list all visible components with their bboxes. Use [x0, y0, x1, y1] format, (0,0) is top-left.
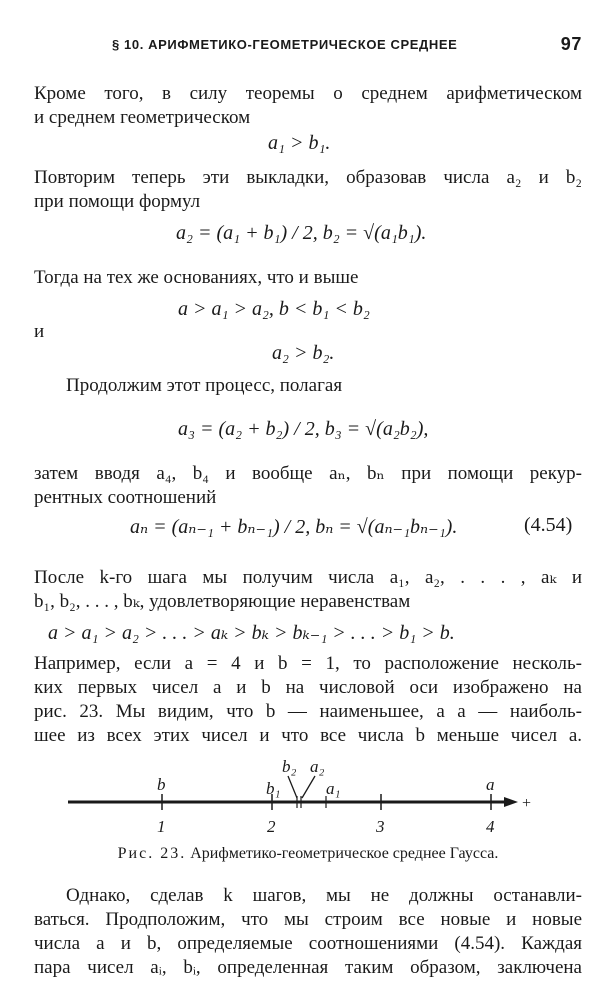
point-label-a2: a₂	[310, 760, 325, 776]
section-title: § 10. АРИФМЕТИКО-ГЕОМЕТРИЧЕСКОЕ СРЕДНЕЕ	[112, 37, 458, 52]
text-line: Повторим теперь эти выкладки, образовав числа a₂ и b₂	[34, 167, 582, 188]
caption-label: Рис. 23.	[117, 845, 187, 862]
text-line: Тогда на тех же основаниях, что и выше	[34, 267, 359, 288]
text-line: Кроме того, в силу теоремы о среднем арифметическом	[34, 83, 582, 104]
text-line: и среднем геометрическом	[34, 107, 251, 128]
caption-text: Арифметико-геометрическое среднее Гаусса.	[190, 845, 499, 862]
formula-a2-b2: a₂ = (a₁ + b₁) / 2, b₂ = √(a₁b₁).	[176, 222, 427, 244]
formula-recurrence: aₙ = (aₙ₋₁ + bₙ₋₁) / 2, bₙ = √(aₙ₋₁bₙ₋₁).	[130, 516, 458, 538]
axis-arrow	[504, 797, 518, 807]
tick-label-1: 1	[157, 817, 166, 836]
text-line: рентных соотношений	[34, 487, 217, 508]
tick-label-3: 3	[376, 817, 385, 836]
point-label-a: a	[486, 775, 495, 794]
text-line: ких первых чисел a и b на числовой оси изображено на	[34, 677, 582, 698]
text-line: Однако, сделав k шагов, мы не должны останавли-	[66, 885, 582, 906]
point-label-b2: b₂	[282, 760, 297, 776]
formula-a2-gt-b2: a₂ > b₂.	[272, 342, 335, 364]
pointer-b2	[288, 776, 297, 798]
text-line: ваться. Продположим, что мы строим все новые и новые	[34, 909, 582, 930]
text-line: b₁, b₂, . . . , bₖ, удовлетворяющие неравенствам	[34, 591, 411, 612]
axis-plus-sign: +	[522, 795, 532, 812]
text-line: рис. 23. Мы видим, что b — наименьшее, а a — наиболь-	[34, 701, 582, 722]
pointer-a2	[302, 776, 315, 798]
text-line: числа a и b, определяемые соотношениями (4.54). Каждая	[34, 933, 582, 954]
point-label-a1: a₁	[326, 779, 341, 798]
formula-a1-gt-b1: a₁ > b₁.	[268, 132, 331, 154]
text-line: пара чисел aᵢ, bᵢ, определенная таким образом, заключена	[34, 957, 582, 978]
text-line: при помощи формул	[34, 191, 201, 212]
running-header	[34, 34, 582, 56]
tick-label-2: 2	[267, 817, 276, 836]
equation-number: (4.54)	[524, 514, 573, 536]
figure-caption	[34, 845, 582, 863]
formula-a3-b3: a₃ = (a₂ + b₂) / 2, b₃ = √(a₂b₂),	[178, 418, 429, 440]
text-line: затем вводя a₄, b₄ и вообще aₙ, bₙ при помощи рекур-	[34, 463, 582, 484]
text-line: и	[34, 321, 45, 342]
point-label-b: b	[157, 775, 166, 794]
text-line: Продолжим этот процесс, полагая	[66, 375, 343, 396]
text-line: шее из всех этих чисел и что все числа b меньше чисел a.	[34, 725, 582, 746]
formula-inequalities-1: a > a₁ > a₂, b < b₁ < b₂	[178, 298, 370, 320]
point-label-b1: b₁	[266, 779, 281, 798]
number-line-figure	[0, 760, 612, 850]
tick-label-4: 4	[486, 817, 495, 836]
text-line: Например, если a = 4 и b = 1, то расположение несколь-	[34, 653, 582, 674]
formula-chain-inequality: a > a₁ > a₂ > . . . > aₖ > bₖ > bₖ₋₁ > . . . > b₁ > b.	[48, 622, 455, 644]
text-line: После k-го шага мы получим числа a₁, a₂, . . . , aₖ и	[34, 567, 582, 588]
page-number: 97	[560, 34, 582, 54]
